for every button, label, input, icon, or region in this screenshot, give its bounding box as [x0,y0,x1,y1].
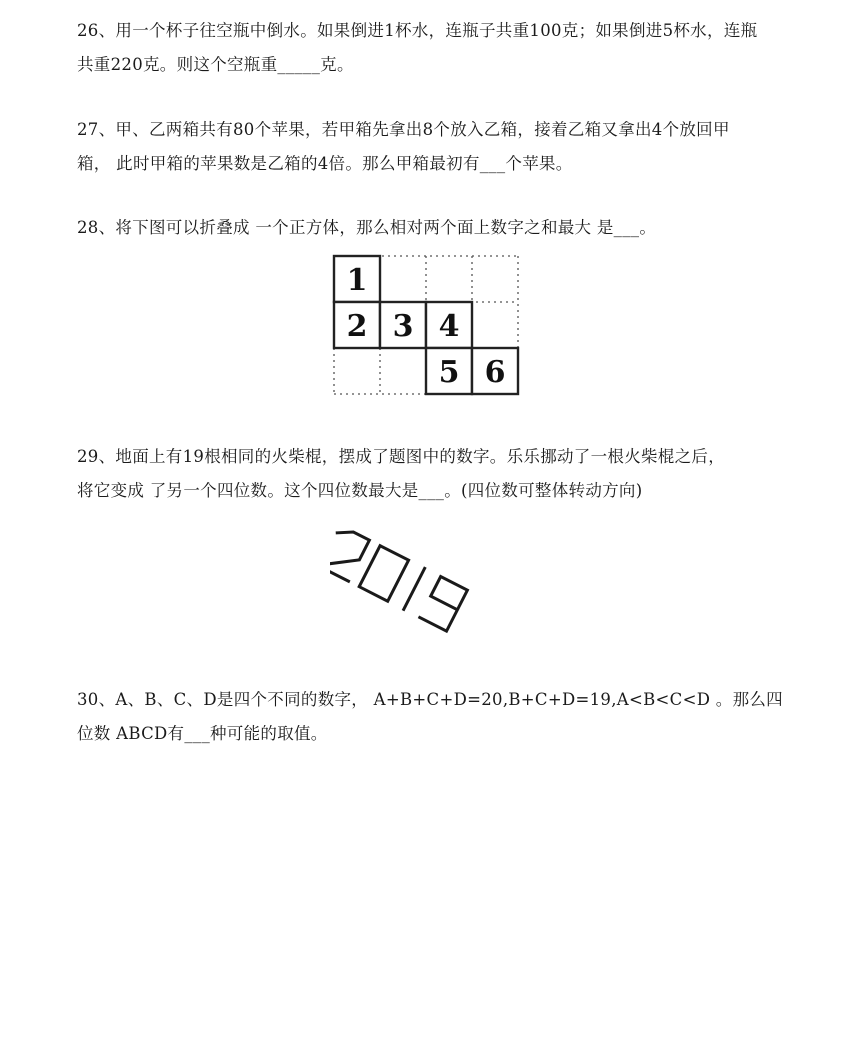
face-5-label: 5 [438,355,460,390]
cube-net-figure [330,252,525,406]
face-3-label: 3 [392,309,414,344]
question-28 [77,211,782,245]
matchstick-digits [330,526,467,631]
face-4-label: 4 [438,309,460,344]
question-26-line-2: 共重220克。则这个空瓶重_____克。 [77,55,354,74]
matchstick-svg [330,505,530,650]
question-27-line-2: 箱， 此时甲箱的苹果数是乙箱的4倍。那么甲箱最初有___个苹果。 [77,154,573,173]
question-27-line-1: 27、甲、乙两箱共有80个苹果，若甲箱先拿出8个放入乙箱，接着乙箱又拿出4个放回甲 [77,120,730,139]
digit-1 [404,568,425,609]
question-29-line-2: 将它变成 了另一个四位数。这个四位数最大是___。(四位数可整体转动方向) [77,481,643,500]
face-6-label: 6 [484,355,506,390]
cube-net-svg [330,252,525,402]
question-27 [77,113,782,181]
question-30-line-2: 位数 ABCD有___种可能的取值。 [77,724,328,743]
face-2-label: 2 [346,309,368,344]
question-26 [77,14,782,82]
digit-9 [420,577,468,632]
question-29-line-1: 29、地面上有19根相同的火柴棍，摆成了题图中的数字。乐乐挪动了一根火柴棍之后， [77,447,725,466]
digit-0 [359,546,408,602]
question-26-line-1: 26、用一个杯子往空瓶中倒水。如果倒进1杯水，连瓶子共重100克；如果倒进5杯水，连瓶 [77,21,758,40]
question-29 [77,440,782,508]
digit-2 [330,526,369,582]
face-1-label: 1 [346,263,368,298]
matchstick-2019-figure [330,505,530,654]
question-28-line-1: 28、将下图可以折叠成 一个正方体，那么相对两个面上数字之和最大 是___。 [77,218,657,237]
question-30-line-1: 30、A、B、C、D是四个不同的数字， A+B+C+D=20,B+C+D=19,A<B<C<D 。那么四 [77,690,783,709]
question-30 [77,683,782,751]
